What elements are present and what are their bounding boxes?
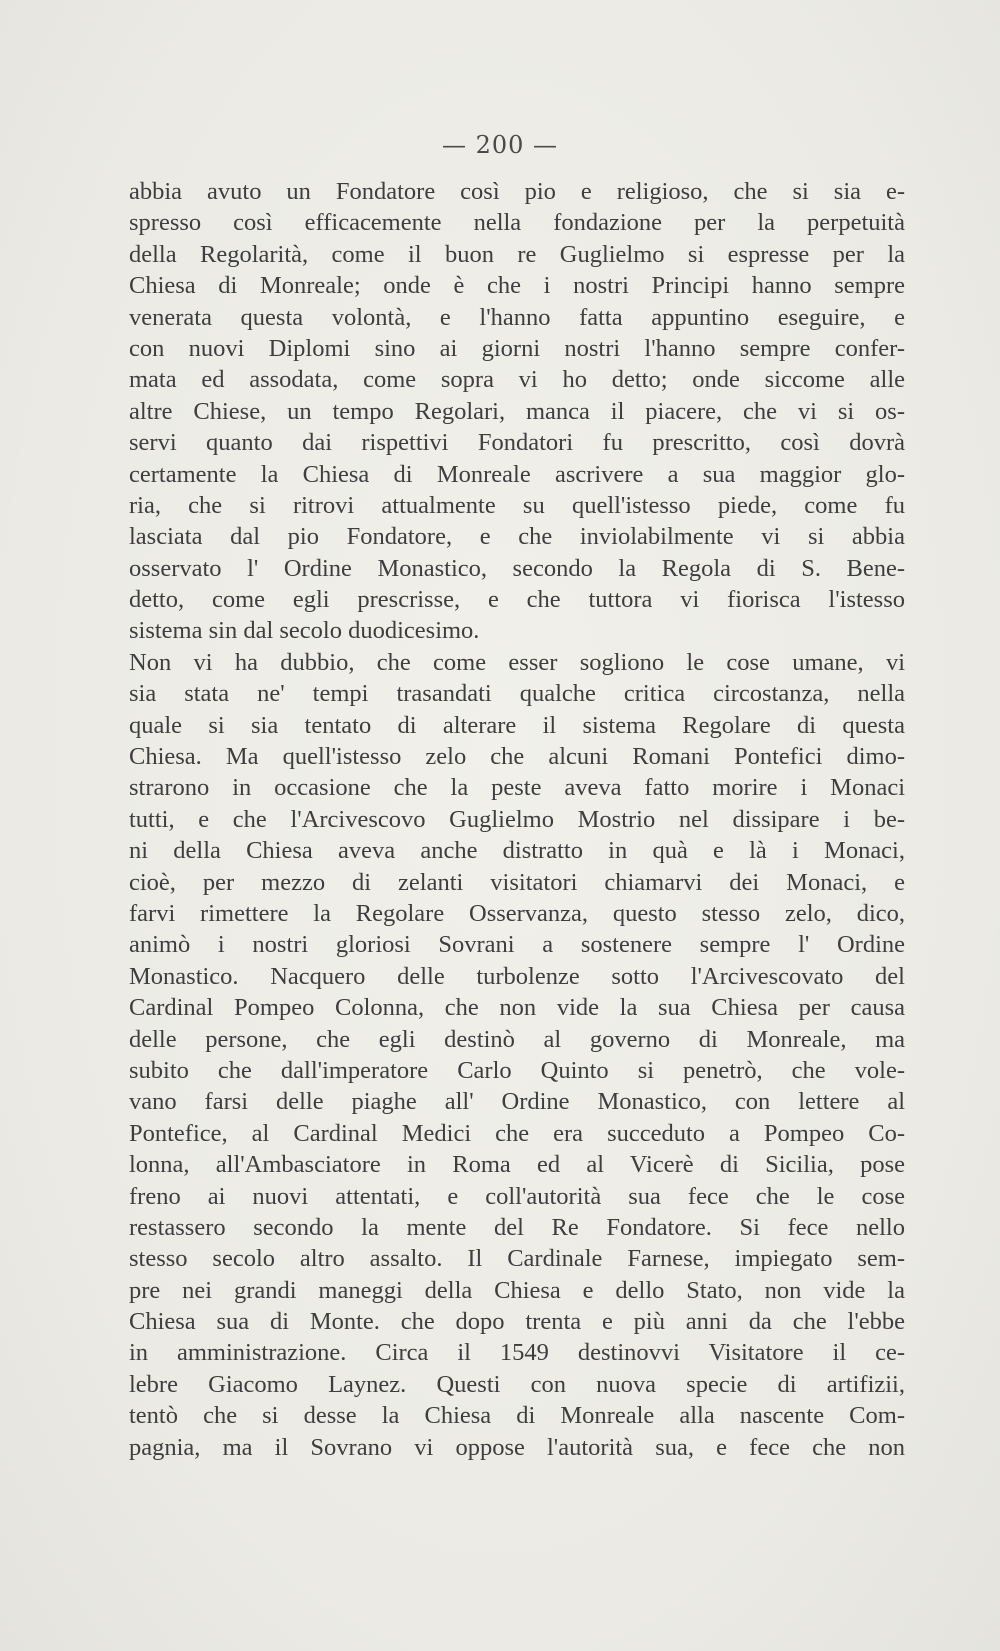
text-line: lonna, all'Ambasciatore in Roma ed al Vicerè di Sicilia, pose <box>129 1151 905 1179</box>
text-line: altre Chiese, un tempo Regolari, manca il piacere, che vi si os- <box>129 397 905 425</box>
text-line: pre nei grandi maneggi della Chiesa e dello Stato, non vide la <box>129 1276 905 1304</box>
text-line: venerata questa volontà, e l'hanno fatta appuntino eseguire, e <box>129 303 905 331</box>
text-line: Pontefice, al Cardinal Medici che era succeduto a Pompeo Co- <box>129 1119 905 1147</box>
text-line: pagnia, ma il Sovrano vi oppose l'autorità sua, e fece che non <box>129 1433 905 1461</box>
text-line: spresso così efficacemente nella fondazione per la perpetuità <box>129 209 905 237</box>
text-line: ni della Chiesa aveva anche distratto in quà e là i Monaci, <box>129 837 905 865</box>
text-line: in amministrazione. Circa il 1549 destinovvi Visitatore il ce- <box>129 1339 905 1367</box>
text-line: subito che dall'imperatore Carlo Quinto si penetrò, che vole- <box>129 1056 905 1084</box>
text-line: delle persone, che egli destinò al governo di Monreale, ma <box>129 1025 905 1053</box>
text-line: cioè, per mezzo di zelanti visitatori chiamarvi dei Monaci, e <box>129 868 905 896</box>
text-line: Non vi ha dubbio, che come esser sogliono le cose umane, vi <box>129 648 905 676</box>
text-line: abbia avuto un Fondatore così pio e religioso, che si sia e- <box>129 178 905 205</box>
text-line: Cardinal Pompeo Colonna, che non vide la sua Chiesa per causa <box>129 994 905 1022</box>
text-line: tutti, e che l'Arcivescovo Guglielmo Mostrio nel dissipare i be- <box>129 805 905 833</box>
text-line: lebre Giacomo Laynez. Questi con nuova specie di artifizii, <box>129 1370 905 1398</box>
text-line: della Regolarità, come il buon re Guglielmo si espresse per la <box>129 240 905 268</box>
text-line: vano farsi delle piaghe all' Ordine Monastico, con lettere al <box>129 1088 905 1116</box>
text-line: osservato l' Ordine Monastico, secondo la Regola di S. Bene- <box>129 554 905 582</box>
text-line: sistema sin dal secolo duodicesimo. <box>129 617 480 645</box>
text-line: stesso secolo altro assalto. Il Cardinale Farnese, impiegato sem- <box>129 1245 905 1273</box>
text-line: ria, che si ritrovi attualmente su quell'istesso piede, come fu <box>129 491 905 519</box>
text-line: strarono in occasione che la peste aveva fatto morire i Monaci <box>129 774 905 802</box>
text-line: sia stata ne' tempi trasandati qualche critica circostanza, nella <box>129 680 905 708</box>
text-line: freno ai nuovi attentati, e coll'autorità sua fece che le cose <box>129 1182 905 1210</box>
text-line: Chiesa di Monreale; onde è che i nostri Principi hanno sempre <box>129 272 905 300</box>
text-line: animò i nostri gloriosi Sovrani a sostenere sempre l' Ordine <box>129 931 905 959</box>
text-line: restassero secondo la mente del Re Fondatore. Si fece nello <box>129 1213 905 1241</box>
text-line: mata ed assodata, come sopra vi ho detto; onde siccome alle <box>129 366 905 394</box>
page-number: — 200 — <box>441 131 559 159</box>
text-line: tentò che si desse la Chiesa di Monreale alla nascente Com- <box>129 1402 905 1430</box>
text-line: con nuovi Diplomi sino ai giorni nostri l'hanno sempre confer- <box>129 334 905 362</box>
text-line: Chiesa sua di Monte. che dopo trenta e più anni da che l'ebbe <box>129 1308 905 1336</box>
text-line: certamente la Chiesa di Monreale ascrivere a sua maggior glo- <box>129 460 905 488</box>
body-text <box>129 176 905 1463</box>
text-line: quale si sia tentato di alterare il sistema Regolare di questa <box>129 711 905 739</box>
text-line: farvi rimettere la Regolare Osservanza, questo stesso zelo, dico, <box>129 899 905 927</box>
text-line: Chiesa. Ma quell'istesso zelo che alcuni Romani Pontefici dimo- <box>129 743 905 771</box>
text-line: servi quanto dai rispettivi Fondatori fu prescritto, così dovrà <box>129 429 905 457</box>
text-line: lasciata dal pio Fondatore, e che inviolabilmente vi si abbia <box>129 523 905 551</box>
text-line: Monastico. Nacquero delle turbolenze sotto l'Arcivescovato del <box>129 962 905 990</box>
text-line: detto, come egli prescrisse, e che tuttora vi fiorisca l'istesso <box>129 586 905 614</box>
